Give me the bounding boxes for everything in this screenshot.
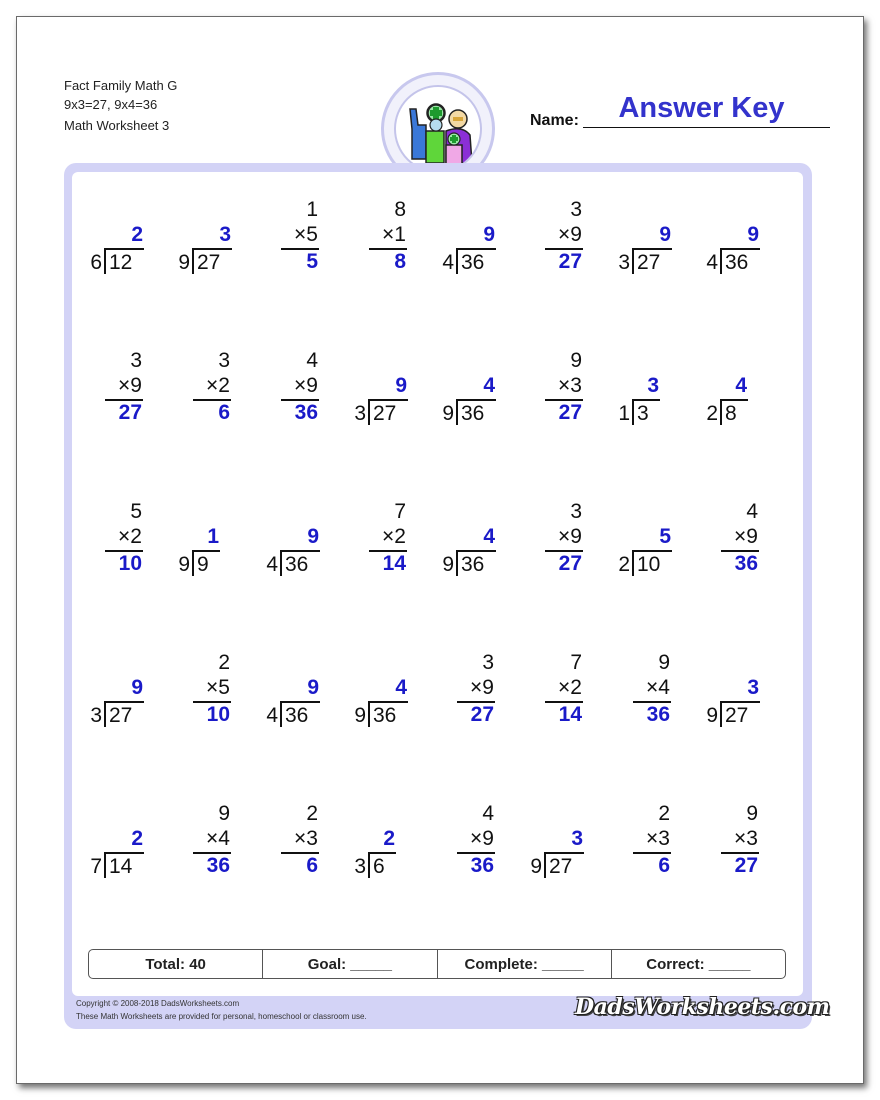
factor-top: 3 — [570, 198, 582, 221]
multiplication-problem — [174, 651, 262, 741]
quotient-answer: 9 — [395, 374, 407, 397]
quotient-answer: 4 — [735, 374, 747, 397]
division-problem — [86, 802, 174, 892]
dividend: 36 — [373, 704, 397, 727]
multiplication-problem — [262, 802, 350, 892]
product-answer: 36 — [470, 854, 494, 877]
quotient-answer: 9 — [747, 223, 759, 246]
divisor: 9 — [178, 251, 190, 274]
product-answer: 27 — [118, 401, 142, 424]
multiplication-problem — [262, 349, 350, 439]
division-bracket — [280, 701, 282, 727]
division-problem — [438, 349, 526, 439]
product-answer: 27 — [558, 401, 582, 424]
division-vinculum — [456, 550, 496, 552]
division-bracket — [368, 852, 370, 878]
factor-bottom: ×9 — [558, 223, 582, 246]
factor-bottom: ×9 — [118, 374, 142, 397]
divisor: 9 — [442, 402, 454, 425]
factor-top: 2 — [658, 802, 670, 825]
dividend: 36 — [725, 251, 749, 274]
division-bracket — [104, 701, 106, 727]
division-problem — [614, 198, 702, 288]
factor-top: 1 — [306, 198, 318, 221]
divisor: 9 — [530, 855, 542, 878]
factor-top: 3 — [570, 500, 582, 523]
quotient-answer: 3 — [219, 223, 231, 246]
factor-bottom: ×3 — [646, 827, 670, 850]
quotient-answer: 1 — [207, 525, 219, 548]
factor-top: 7 — [394, 500, 406, 523]
factor-top: 2 — [218, 651, 230, 674]
dividend: 27 — [197, 251, 221, 274]
factor-top: 9 — [658, 651, 670, 674]
division-vinculum — [104, 701, 144, 703]
factor-bottom: ×9 — [558, 525, 582, 548]
factor-bottom: ×9 — [470, 827, 494, 850]
multiplication-problem — [702, 802, 790, 892]
quotient-answer: 2 — [131, 827, 143, 850]
dividend: 36 — [461, 402, 485, 425]
divisor: 3 — [618, 251, 630, 274]
quotient-answer: 4 — [483, 525, 495, 548]
answer-key-heading: Answer Key — [618, 92, 785, 124]
factor-top: 4 — [306, 349, 318, 372]
product-answer: 36 — [734, 552, 758, 575]
division-bracket — [280, 550, 282, 576]
divisor: 1 — [618, 402, 630, 425]
division-vinculum — [368, 701, 408, 703]
quotient-answer: 9 — [307, 525, 319, 548]
division-vinculum — [192, 248, 232, 250]
worksheet-subtitle: Math Worksheet 3 — [64, 118, 170, 133]
multiplication-problem — [438, 651, 526, 741]
division-problem — [702, 349, 790, 439]
multiplication-problem — [526, 651, 614, 741]
factor-top: 4 — [746, 500, 758, 523]
problems-panel — [64, 163, 830, 1029]
dividend: 27 — [549, 855, 573, 878]
dividend: 36 — [285, 553, 309, 576]
division-problem — [614, 500, 702, 590]
divisor: 4 — [266, 704, 278, 727]
division-problem — [350, 651, 438, 741]
factor-bottom: ×2 — [206, 374, 230, 397]
quotient-answer: 2 — [131, 223, 143, 246]
dividend: 3 — [637, 402, 649, 425]
divisor: 9 — [706, 704, 718, 727]
quotient-answer: 9 — [131, 676, 143, 699]
factor-bottom: ×9 — [470, 676, 494, 699]
divisor: 7 — [90, 855, 102, 878]
multiplication-problem — [350, 500, 438, 590]
division-vinculum — [280, 550, 320, 552]
dividend: 8 — [725, 402, 737, 425]
quotient-answer: 4 — [483, 374, 495, 397]
factor-top: 5 — [130, 500, 142, 523]
quotient-answer: 5 — [659, 525, 671, 548]
division-problem — [350, 349, 438, 439]
divisor: 9 — [354, 704, 366, 727]
division-bracket — [192, 550, 194, 576]
dividend: 9 — [197, 553, 209, 576]
product-answer: 36 — [206, 854, 230, 877]
dividend: 12 — [109, 251, 133, 274]
factor-bottom: ×1 — [382, 223, 406, 246]
worksheet-facts: 9x3=27, 9x4=36 — [64, 97, 158, 112]
division-bracket — [632, 550, 634, 576]
summary-total: Total: 40 — [145, 955, 206, 973]
division-bracket — [456, 399, 458, 425]
multiplication-problem — [614, 651, 702, 741]
dividend: 14 — [109, 855, 133, 878]
multiplication-problem — [350, 198, 438, 288]
multiplication-problem — [438, 802, 526, 892]
factor-top: 7 — [570, 651, 582, 674]
multiplication-problem — [702, 500, 790, 590]
division-problem — [702, 198, 790, 288]
product-answer: 6 — [218, 401, 230, 424]
division-bracket — [720, 248, 722, 274]
quotient-answer: 3 — [571, 827, 583, 850]
division-bracket — [632, 248, 634, 274]
multiplication-problem — [526, 349, 614, 439]
dividend: 27 — [109, 704, 133, 727]
product-answer: 6 — [658, 854, 670, 877]
dividend: 36 — [461, 251, 485, 274]
divisor: 4 — [706, 251, 718, 274]
factor-bottom: ×4 — [206, 827, 230, 850]
division-vinculum — [368, 399, 408, 401]
multiplication-problem — [174, 802, 262, 892]
division-problem — [174, 500, 262, 590]
summary-goal: Goal: _____ — [262, 950, 436, 978]
factor-top: 8 — [394, 198, 406, 221]
factor-top: 9 — [746, 802, 758, 825]
division-vinculum — [104, 852, 144, 854]
quotient-answer: 3 — [647, 374, 659, 397]
dividend: 27 — [725, 704, 749, 727]
division-bracket — [368, 399, 370, 425]
division-bracket — [456, 248, 458, 274]
division-vinculum — [544, 852, 584, 854]
division-vinculum — [456, 399, 496, 401]
multiplication-problem — [526, 500, 614, 590]
division-bracket — [632, 399, 634, 425]
division-problem — [86, 198, 174, 288]
division-bracket — [456, 550, 458, 576]
factor-bottom: ×3 — [734, 827, 758, 850]
factor-bottom: ×5 — [294, 223, 318, 246]
factor-top: 2 — [306, 802, 318, 825]
division-problem — [174, 198, 262, 288]
division-vinculum — [720, 248, 760, 250]
divisor: 3 — [354, 402, 366, 425]
product-answer: 36 — [646, 703, 670, 726]
quotient-answer: 9 — [659, 223, 671, 246]
name-underline — [583, 127, 830, 128]
quotient-answer: 4 — [395, 676, 407, 699]
factor-bottom: ×5 — [206, 676, 230, 699]
division-bracket — [104, 852, 106, 878]
dividend: 36 — [461, 553, 485, 576]
factor-bottom: ×3 — [558, 374, 582, 397]
division-bracket — [720, 701, 722, 727]
divisor: 9 — [178, 553, 190, 576]
factor-bottom: ×9 — [734, 525, 758, 548]
product-answer: 36 — [294, 401, 318, 424]
multiplication-problem — [86, 349, 174, 439]
division-vinculum — [632, 399, 660, 401]
family-icon — [396, 87, 480, 171]
division-vinculum — [720, 399, 748, 401]
quotient-answer: 3 — [747, 676, 759, 699]
division-vinculum — [456, 248, 496, 250]
dividend: 36 — [285, 704, 309, 727]
product-answer: 27 — [558, 250, 582, 273]
division-problem — [262, 500, 350, 590]
divisor: 4 — [266, 553, 278, 576]
division-bracket — [368, 701, 370, 727]
division-problem — [702, 651, 790, 741]
dividend: 6 — [373, 855, 385, 878]
divisor: 6 — [90, 251, 102, 274]
factor-bottom: ×2 — [558, 676, 582, 699]
multiplication-problem — [174, 349, 262, 439]
factor-top: 9 — [570, 349, 582, 372]
division-vinculum — [192, 550, 220, 552]
worksheet-title: Fact Family Math G — [64, 78, 178, 93]
factor-bottom: ×9 — [294, 374, 318, 397]
product-answer: 6 — [306, 854, 318, 877]
quotient-answer: 9 — [307, 676, 319, 699]
division-problem — [86, 651, 174, 741]
division-problem — [438, 500, 526, 590]
division-vinculum — [632, 550, 672, 552]
dadsworksheets-logo: DadsWorksheets.com — [575, 994, 830, 1020]
summary-correct: Correct: _____ — [611, 950, 785, 978]
product-answer: 10 — [118, 552, 142, 575]
division-problem — [350, 802, 438, 892]
division-vinculum — [632, 248, 672, 250]
divisor: 3 — [90, 704, 102, 727]
quotient-answer: 2 — [383, 827, 395, 850]
multiplication-problem — [526, 198, 614, 288]
division-vinculum — [720, 701, 760, 703]
division-bracket — [192, 248, 194, 274]
product-answer: 5 — [306, 250, 318, 273]
usage-notice: These Math Worksheets are provided for personal, homeschool or classroom use. — [76, 1012, 367, 1021]
dividend: 10 — [637, 553, 661, 576]
factor-top: 3 — [130, 349, 142, 372]
divisor: 9 — [442, 553, 454, 576]
division-vinculum — [104, 248, 144, 250]
divisor: 2 — [618, 553, 630, 576]
divisor: 3 — [354, 855, 366, 878]
product-answer: 14 — [558, 703, 582, 726]
division-problem — [526, 802, 614, 892]
factor-top: 4 — [482, 802, 494, 825]
factor-bottom: ×2 — [382, 525, 406, 548]
division-problem — [262, 651, 350, 741]
summary-complete: Complete: _____ — [437, 950, 611, 978]
factor-top: 3 — [482, 651, 494, 674]
factor-bottom: ×4 — [646, 676, 670, 699]
product-answer: 27 — [470, 703, 494, 726]
dividend: 27 — [373, 402, 397, 425]
product-answer: 27 — [558, 552, 582, 575]
division-vinculum — [368, 852, 396, 854]
division-problem — [614, 349, 702, 439]
division-vinculum — [280, 701, 320, 703]
quotient-answer: 9 — [483, 223, 495, 246]
multiplication-problem — [262, 198, 350, 288]
dividend: 27 — [637, 251, 661, 274]
division-problem — [438, 198, 526, 288]
factor-top: 9 — [218, 802, 230, 825]
factor-bottom: ×2 — [118, 525, 142, 548]
name-label: Name: — [530, 112, 579, 129]
product-answer: 27 — [734, 854, 758, 877]
product-answer: 8 — [394, 250, 406, 273]
product-answer: 14 — [382, 552, 406, 575]
multiplication-problem — [86, 500, 174, 590]
division-bracket — [104, 248, 106, 274]
factor-bottom: ×3 — [294, 827, 318, 850]
score-summary — [88, 949, 786, 979]
factor-top: 3 — [218, 349, 230, 372]
divisor: 2 — [706, 402, 718, 425]
product-answer: 10 — [206, 703, 230, 726]
division-bracket — [720, 399, 722, 425]
copyright-text: Copyright © 2008-2018 DadsWorksheets.com — [76, 999, 240, 1008]
multiplication-problem — [614, 802, 702, 892]
divisor: 4 — [442, 251, 454, 274]
division-bracket — [544, 852, 546, 878]
